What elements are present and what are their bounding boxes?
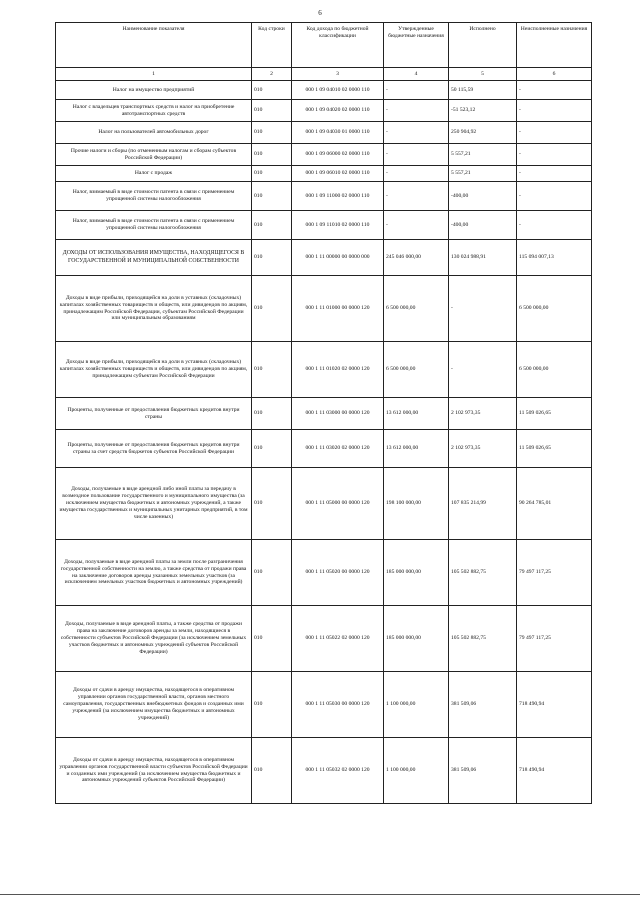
cell-approved: 1 100 000,00 [384, 738, 449, 804]
header-name: Наименование показателя [56, 23, 252, 68]
table-row [56, 672, 592, 738]
cell-executed: 5 557,21 [449, 144, 517, 166]
cell-approved: 6 500 000,00 [384, 342, 449, 398]
cell-executed: 130 024 988,91 [449, 240, 517, 276]
revenue-table [55, 22, 592, 804]
cell-executed: 250 904,92 [449, 122, 517, 144]
cell-line-code: 010 [252, 81, 292, 100]
cell-name: Налог на пользователей автомобильных дорог [56, 122, 252, 144]
table-row [56, 211, 592, 240]
table-row [56, 606, 592, 672]
cell-unexecuted: 79 497 117,25 [517, 606, 592, 672]
cell-line-code: 010 [252, 342, 292, 398]
cell-name: Налог с владельцев транспортных средств и налог на приобретение автотранспортных средств [56, 100, 252, 122]
cell-executed: 2 102 973,35 [449, 398, 517, 430]
column-number: 2 [252, 68, 292, 81]
cell-executed: -400,00 [449, 211, 517, 240]
cell-executed: 50 115,59 [449, 81, 517, 100]
column-number-row [56, 68, 592, 81]
cell-unexecuted: - [517, 81, 592, 100]
cell-name: Проценты, полученные от предоставления бюджетных кредитов внутри страны [56, 398, 252, 430]
cell-unexecuted: - [517, 182, 592, 211]
cell-name: Доходы, получаемые в виде арендной платы, а также средства от продажи права на заключение договоров аренды за земли, находящиеся в собственности субъектов Российской Федерации (за исключением земельных участков бюджетных и автономных учреждений субъектов Российской Федерации) [56, 606, 252, 672]
cell-executed: -51 523,12 [449, 100, 517, 122]
cell-executed: 107 835 214,99 [449, 468, 517, 540]
cell-approved: 198 100 000,00 [384, 468, 449, 540]
header-line-code: Код строки [252, 23, 292, 68]
cell-unexecuted: - [517, 211, 592, 240]
cell-line-code: 010 [252, 100, 292, 122]
cell-line-code: 010 [252, 672, 292, 738]
cell-line-code: 010 [252, 398, 292, 430]
table-row [56, 398, 592, 430]
table-row [56, 430, 592, 468]
cell-budget-code: 000 1 09 04020 02 0000 110 [292, 100, 384, 122]
cell-name: Проценты, полученные от предоставления бюджетных кредитов внутри страны за счет средств бюджетов субъектов Российской Федерации [56, 430, 252, 468]
cell-budget-code: 000 1 11 01000 00 0000 120 [292, 276, 384, 342]
cell-line-code: 010 [252, 182, 292, 211]
page-bottom-edge [0, 894, 640, 895]
cell-approved: 1 100 000,00 [384, 672, 449, 738]
cell-unexecuted: 11 509 026,65 [517, 430, 592, 468]
cell-approved: 13 612 000,00 [384, 430, 449, 468]
cell-budget-code: 000 1 11 05000 00 0000 120 [292, 468, 384, 540]
cell-budget-code: 000 1 11 05032 02 0000 120 [292, 738, 384, 804]
cell-approved: - [384, 81, 449, 100]
cell-budget-code: 000 1 09 11010 02 0000 110 [292, 211, 384, 240]
table-row [56, 182, 592, 211]
cell-line-code: 010 [252, 468, 292, 540]
cell-name: Доходы в виде прибыли, приходящейся на доли в уставных (складочных) капиталах хозяйственных товариществ и обществ, или дивидендов по акциям, принадлежащим Российской Федерации, субъектам Российской Федерации или муниципальным образованиям [56, 276, 252, 342]
cell-approved: 185 000 000,00 [384, 606, 449, 672]
cell-approved: 6 500 000,00 [384, 276, 449, 342]
cell-budget-code: 000 1 09 06010 02 0000 110 [292, 166, 384, 182]
cell-approved: 13 612 000,00 [384, 398, 449, 430]
cell-budget-code: 000 1 09 04030 01 0000 110 [292, 122, 384, 144]
cell-approved: - [384, 166, 449, 182]
table-header-row [56, 23, 592, 68]
column-number: 1 [56, 68, 252, 81]
column-number: 3 [292, 68, 384, 81]
cell-name: Налог на имущество предприятий [56, 81, 252, 100]
cell-approved: - [384, 100, 449, 122]
cell-budget-code: 000 1 11 05022 02 0000 120 [292, 606, 384, 672]
cell-budget-code: 000 1 11 01020 02 0000 120 [292, 342, 384, 398]
header-executed: Исполнено [449, 23, 517, 68]
cell-executed: 2 102 973,35 [449, 430, 517, 468]
cell-name: Прочие налоги и сборы (по отмененным налогам и сборам субъектов Российской Федерации) [56, 144, 252, 166]
cell-executed: -400,00 [449, 182, 517, 211]
cell-name: Доходы, получаемые в виде арендной либо иной платы за передачу в возмездное пользование государственного и муниципального имущества (за исключением имущества бюджетных и автономных учреждений, а также имущества государственных и муниципальных унитарных предприятий, в том числе казенных) [56, 468, 252, 540]
cell-name: Доходы от сдачи в аренду имущества, находящегося в оперативном управлении органов государственной власти, органов местного самоуправления, государственных внебюджетных фондов и созданных ими учреждений (за исключением имущества бюджетных и автономных учреждений) [56, 672, 252, 738]
cell-executed: 105 502 882,75 [449, 606, 517, 672]
cell-line-code: 010 [252, 211, 292, 240]
cell-unexecuted: 718 490,94 [517, 738, 592, 804]
cell-unexecuted: 79 497 117,25 [517, 540, 592, 606]
cell-line-code: 010 [252, 430, 292, 468]
cell-approved: 185 000 000,00 [384, 540, 449, 606]
table-row [56, 240, 592, 276]
table-row [56, 166, 592, 182]
cell-unexecuted: - [517, 166, 592, 182]
table-row [56, 468, 592, 540]
cell-budget-code: 000 1 09 11000 02 0000 110 [292, 182, 384, 211]
cell-approved: - [384, 122, 449, 144]
cell-line-code: 010 [252, 738, 292, 804]
table-row [56, 122, 592, 144]
table-row [56, 276, 592, 342]
cell-budget-code: 000 1 11 05020 00 0000 120 [292, 540, 384, 606]
cell-unexecuted: 90 264 785,01 [517, 468, 592, 540]
cell-approved: 245 046 000,00 [384, 240, 449, 276]
cell-budget-code: 000 1 09 04010 02 0000 110 [292, 81, 384, 100]
cell-budget-code: 000 1 11 00000 00 0000 000 [292, 240, 384, 276]
column-number: 4 [384, 68, 449, 81]
table-row [56, 738, 592, 804]
header-approved: Утвержденные бюджетные назначения [384, 23, 449, 68]
cell-budget-code: 000 1 11 03020 02 0000 120 [292, 430, 384, 468]
cell-line-code: 010 [252, 540, 292, 606]
cell-unexecuted: - [517, 144, 592, 166]
cell-executed: 5 557,21 [449, 166, 517, 182]
cell-unexecuted: 11 509 026,65 [517, 398, 592, 430]
table-row [56, 81, 592, 100]
column-number: 6 [517, 68, 592, 81]
cell-line-code: 010 [252, 166, 292, 182]
cell-unexecuted: 115 094 007,13 [517, 240, 592, 276]
cell-name: Налог с продаж [56, 166, 252, 182]
header-unexecuted: Неисполненные назначения [517, 23, 592, 68]
cell-executed: - [449, 342, 517, 398]
cell-name: Доходы, получаемые в виде арендной платы за земли после разграничения государственной собственности на землю, а также средства от продажи права на заключение договоров аренды указанных земельных участков (за исключением земельных участков бюджетных и автономных учреждений) [56, 540, 252, 606]
column-number: 5 [449, 68, 517, 81]
header-budget-code: Код дохода по бюджетной классификации [292, 23, 384, 68]
cell-line-code: 010 [252, 240, 292, 276]
cell-name: Доходы от сдачи в аренду имущества, находящегося в оперативном управлении органов государственной власти субъектов Российской Федерации и созданных ими учреждений (за исключением имущества бюджетных и автономных учреждений субъектов Российской Федерации) [56, 738, 252, 804]
cell-line-code: 010 [252, 276, 292, 342]
cell-name: Налог, взимаемый в виде стоимости патента в связи с применением упрощенной системы налогообложения [56, 211, 252, 240]
cell-line-code: 010 [252, 144, 292, 166]
cell-executed: 381 509,06 [449, 738, 517, 804]
cell-unexecuted: 718 490,94 [517, 672, 592, 738]
cell-executed: - [449, 276, 517, 342]
page-number: 6 [318, 9, 322, 17]
cell-line-code: 010 [252, 122, 292, 144]
cell-executed: 105 502 882,75 [449, 540, 517, 606]
cell-budget-code: 000 1 11 05030 00 0000 120 [292, 672, 384, 738]
cell-name: ДОХОДЫ ОТ ИСПОЛЬЗОВАНИЯ ИМУЩЕСТВА, НАХОДЯЩЕГОСЯ В ГОСУДАРСТВЕННОЙ И МУНИЦИПАЛЬНОЙ СОБСТВЕННОСТИ [56, 240, 252, 276]
cell-approved: - [384, 182, 449, 211]
cell-budget-code: 000 1 09 06000 02 0000 110 [292, 144, 384, 166]
cell-unexecuted: - [517, 100, 592, 122]
cell-approved: - [384, 211, 449, 240]
cell-name: Налог, взимаемый в виде стоимости патента в связи с применением упрощенной системы налогообложения [56, 182, 252, 211]
cell-budget-code: 000 1 11 03000 00 0000 120 [292, 398, 384, 430]
cell-approved: - [384, 144, 449, 166]
table-row [56, 100, 592, 122]
cell-executed: 381 509,06 [449, 672, 517, 738]
table-row [56, 540, 592, 606]
cell-unexecuted: 6 500 000,00 [517, 276, 592, 342]
cell-unexecuted: 6 500 000,00 [517, 342, 592, 398]
cell-unexecuted: - [517, 122, 592, 144]
cell-line-code: 010 [252, 606, 292, 672]
table-row [56, 342, 592, 398]
table-row [56, 144, 592, 166]
cell-name: Доходы в виде прибыли, приходящейся на доли в уставных (складочных) капиталах хозяйственных товариществ и обществ, или дивидендов по акциям, принадлежащим субъектам Российской Федерации [56, 342, 252, 398]
